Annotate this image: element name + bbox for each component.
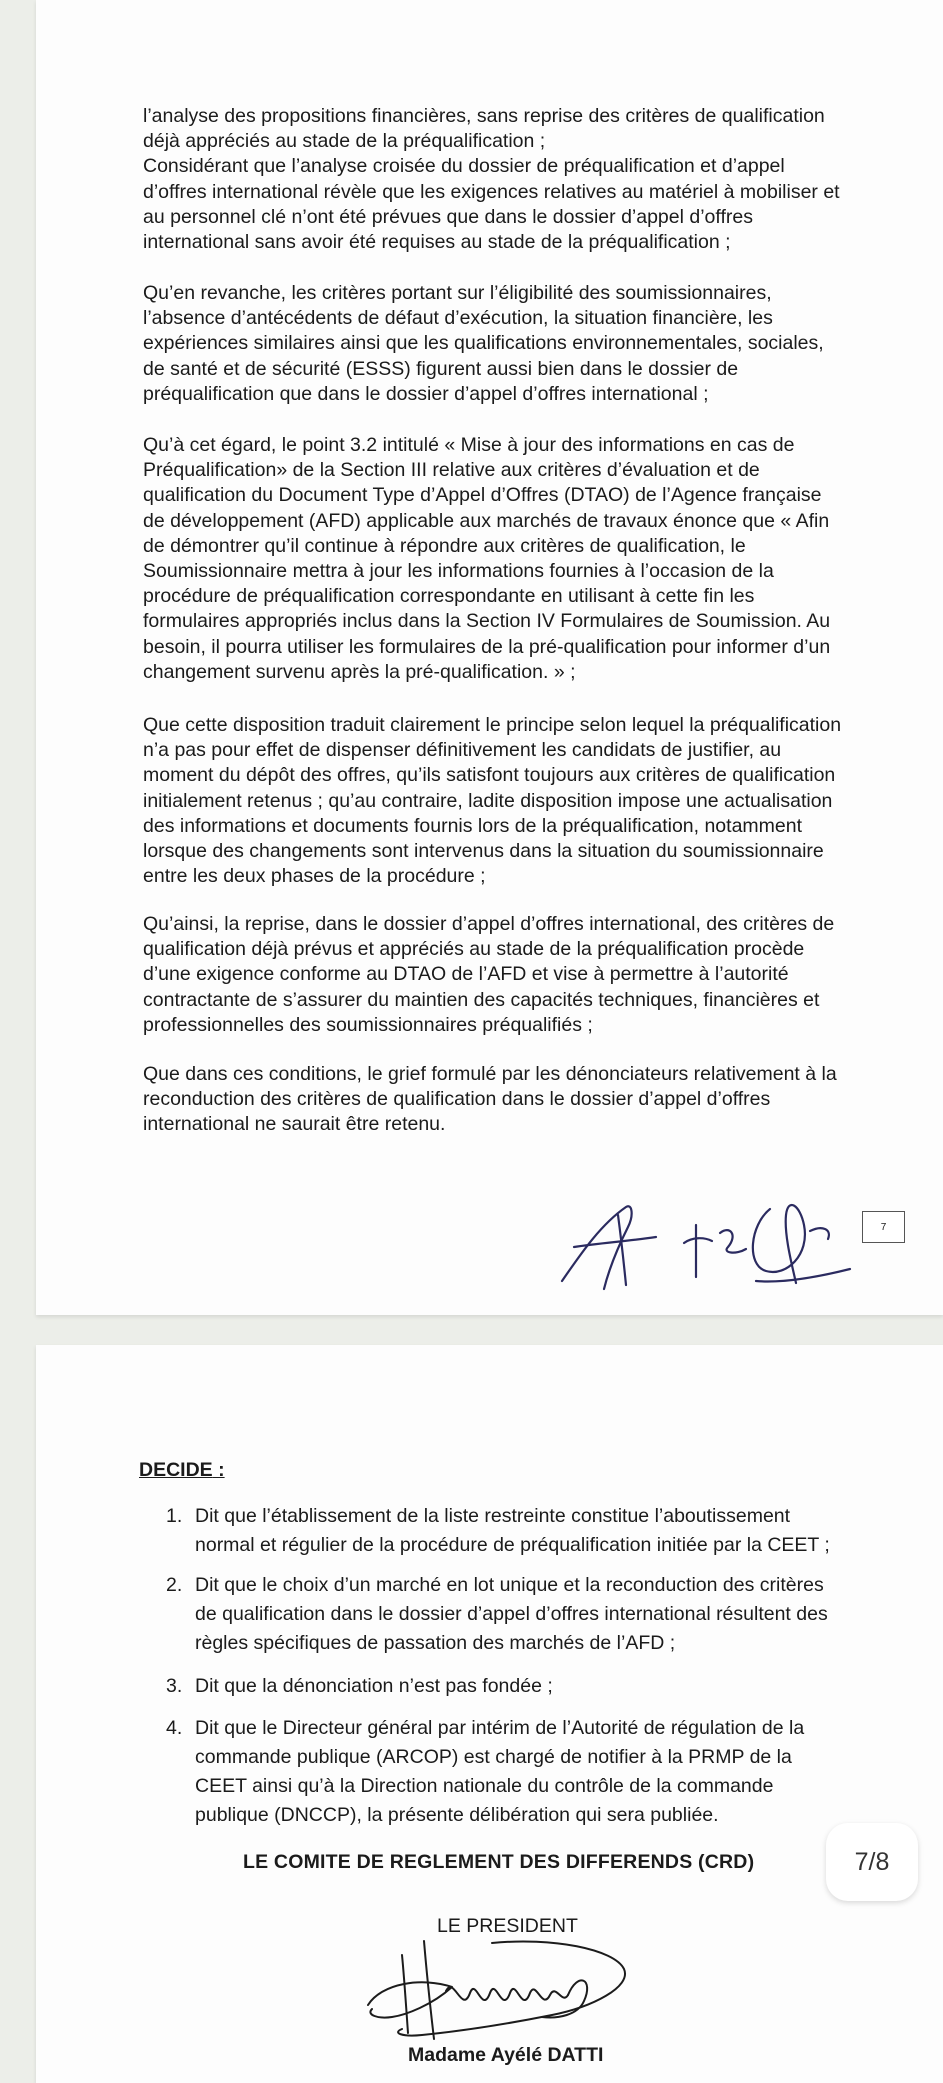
text-line: Dit que la dénonciation n’est pas fondée ; bbox=[195, 1675, 553, 1697]
text-line: Préqualification» de la Section III relative aux critères d’évaluation et de bbox=[143, 459, 760, 482]
initials-signature bbox=[560, 1185, 890, 1305]
text-line: normal et régulier de la procédure de préqualification initiée par la CEET ; bbox=[195, 1534, 830, 1556]
paragraph-1 bbox=[143, 104, 878, 255]
text-line: règles spécifiques de passation des marchés de l’AFD ; bbox=[195, 1632, 676, 1654]
text-line: Dit que l’établissement de la liste restreinte constitue l’aboutissement bbox=[195, 1505, 791, 1527]
item-number: 3. bbox=[166, 1675, 183, 1697]
text-line: changement survenu après la pré-qualification. » ; bbox=[143, 660, 576, 683]
paragraph-5 bbox=[143, 912, 878, 1038]
text-line: formulaires appropriés inclus dans la Section IV Formulaires de Soumission. Au bbox=[143, 610, 831, 633]
text-line: des informations et documents fournis lors de la préqualification, notamment bbox=[143, 814, 803, 837]
paragraph-2 bbox=[143, 281, 878, 407]
text-line: reconduction des critères de qualification dans le dossier d’appel d’offres bbox=[143, 1088, 771, 1111]
text-line: contractante de s’assurer du maintien des capacités techniques, financières et bbox=[143, 988, 820, 1011]
item-number: 4. bbox=[166, 1717, 183, 1739]
paragraph-6 bbox=[143, 1062, 878, 1138]
text-line: déjà appréciés au stade de la préqualification ; bbox=[143, 130, 546, 153]
decision-item-2 bbox=[166, 1571, 876, 1658]
text-line: international sans avoir été requises au stade de la préqualification ; bbox=[143, 231, 731, 254]
text-line: CEET ainsi qu’à la Direction nationale du contrôle de la commande bbox=[195, 1775, 774, 1797]
decide-heading bbox=[139, 1459, 225, 1482]
text-line: entre les deux phases de la procédure ; bbox=[143, 865, 486, 888]
decide-label: DECIDE bbox=[139, 1459, 213, 1481]
text-line: expériences similaires ainsi que les qualifications environnementales, sociales, bbox=[143, 332, 824, 355]
signer-name: Madame Ayélé DATTI bbox=[408, 2044, 604, 2066]
page-tag: 7 bbox=[862, 1211, 905, 1243]
text-line: de santé et de sécurité (ESSS) figurent aussi bien dans le dossier de bbox=[143, 357, 739, 380]
text-line: Que dans ces conditions, le grief formulé par les dénonciateurs relativement à la bbox=[143, 1063, 837, 1085]
text-line: Qu’à cet égard, le point 3.2 intitulé « Mise à jour des informations en cas de bbox=[143, 434, 795, 456]
decision-item-1 bbox=[166, 1502, 876, 1560]
text-line: d’une exigence conforme au DTAO de l’AFD et vise à permettre à l’autorité bbox=[143, 963, 789, 986]
text-line: qualification déjà prévus et appréciés au stade de la préqualification procède bbox=[143, 938, 805, 961]
page-number-indicator: 7/8 bbox=[826, 1823, 918, 1901]
president-signature bbox=[362, 1935, 642, 2045]
text-line: Qu’ainsi, la reprise, dans le dossier d’appel d’offres international, des critères de bbox=[143, 913, 835, 935]
text-line: de développement (AFD) applicable aux marchés de travaux énonce que « Afin bbox=[143, 509, 830, 532]
decide-colon: : bbox=[212, 1459, 225, 1481]
item-number: 2. bbox=[166, 1574, 183, 1596]
text-line: lorsque des changements sont intervenus dans la situation du soumissionnaire bbox=[143, 840, 824, 863]
text-line: commande publique (ARCOP) est chargé de notifier à la PRMP de la bbox=[195, 1746, 792, 1768]
item-number: 1. bbox=[166, 1505, 183, 1527]
text-line: Dit que le choix d’un marché en lot unique et la reconduction des critères bbox=[195, 1574, 824, 1596]
text-line: Considérant que l’analyse croisée du dossier de préqualification et d’appel bbox=[143, 155, 785, 178]
text-line: n’a pas pour effet de dispenser définitivement les candidats de justifier, au bbox=[143, 739, 782, 762]
text-line: international ne saurait être retenu. bbox=[143, 1113, 446, 1136]
text-line: au personnel clé n’ont été prévues que dans le dossier d’appel d’offres bbox=[143, 205, 753, 228]
text-line: Qu’en revanche, les critères portant sur l’éligibilité des soumissionnaires, bbox=[143, 282, 772, 304]
text-line: procédure de préqualification correspondante en utilisant à cette fin les bbox=[143, 585, 755, 608]
text-line: d’offres international révèle que les exigences relatives au matériel à mobiliser et bbox=[143, 180, 840, 203]
text-line: Que cette disposition traduit clairement le principe selon lequel la préqualification bbox=[143, 714, 842, 736]
text-line: l’analyse des propositions financières, sans reprise des critères de qualification bbox=[143, 105, 825, 127]
text-line: publique (DNCCP), la présente délibération qui sera publiée. bbox=[195, 1804, 719, 1826]
text-line: Soumissionnaire mettra à jour les informations fournies à l’occasion de la bbox=[143, 560, 774, 583]
text-line: initialement retenus ; qu’au contraire, ladite disposition impose une actualisation bbox=[143, 789, 833, 812]
text-line: de démontrer qu’il continue à répondre aux critères de qualification, le bbox=[143, 534, 746, 557]
text-line: besoin, il pourra utiliser les formulaires de la pré-qualification pour informer d’un bbox=[143, 635, 831, 658]
text-line: moment du dépôt des offres, qu’ils satisfont toujours aux critères de qualification bbox=[143, 764, 836, 787]
president-title: LE PRESIDENT bbox=[437, 1915, 578, 1937]
decision-item-4 bbox=[166, 1714, 876, 1830]
text-line: professionnelles des soumissionnaires préqualifiés ; bbox=[143, 1013, 593, 1036]
text-line: Dit que le Directeur général par intérim de l’Autorité de régulation de la bbox=[195, 1717, 805, 1739]
decision-item-3 bbox=[166, 1672, 876, 1701]
paragraph-4 bbox=[143, 713, 878, 889]
text-line: de qualification dans le dossier d’appel d’offres international résultent des bbox=[195, 1603, 828, 1625]
committee-title: LE COMITE DE REGLEMENT DES DIFFERENDS (CRD) bbox=[243, 1851, 755, 1873]
paragraph-3 bbox=[143, 433, 878, 685]
text-line: qualification du Document Type d’Appel d’Offres (DTAO) de l’Agence française bbox=[143, 484, 822, 507]
text-line: préqualification que dans le dossier d’appel d’offres international ; bbox=[143, 382, 709, 405]
text-line: l’absence d’antécédents de défaut d’exécution, la situation financière, les bbox=[143, 307, 773, 330]
